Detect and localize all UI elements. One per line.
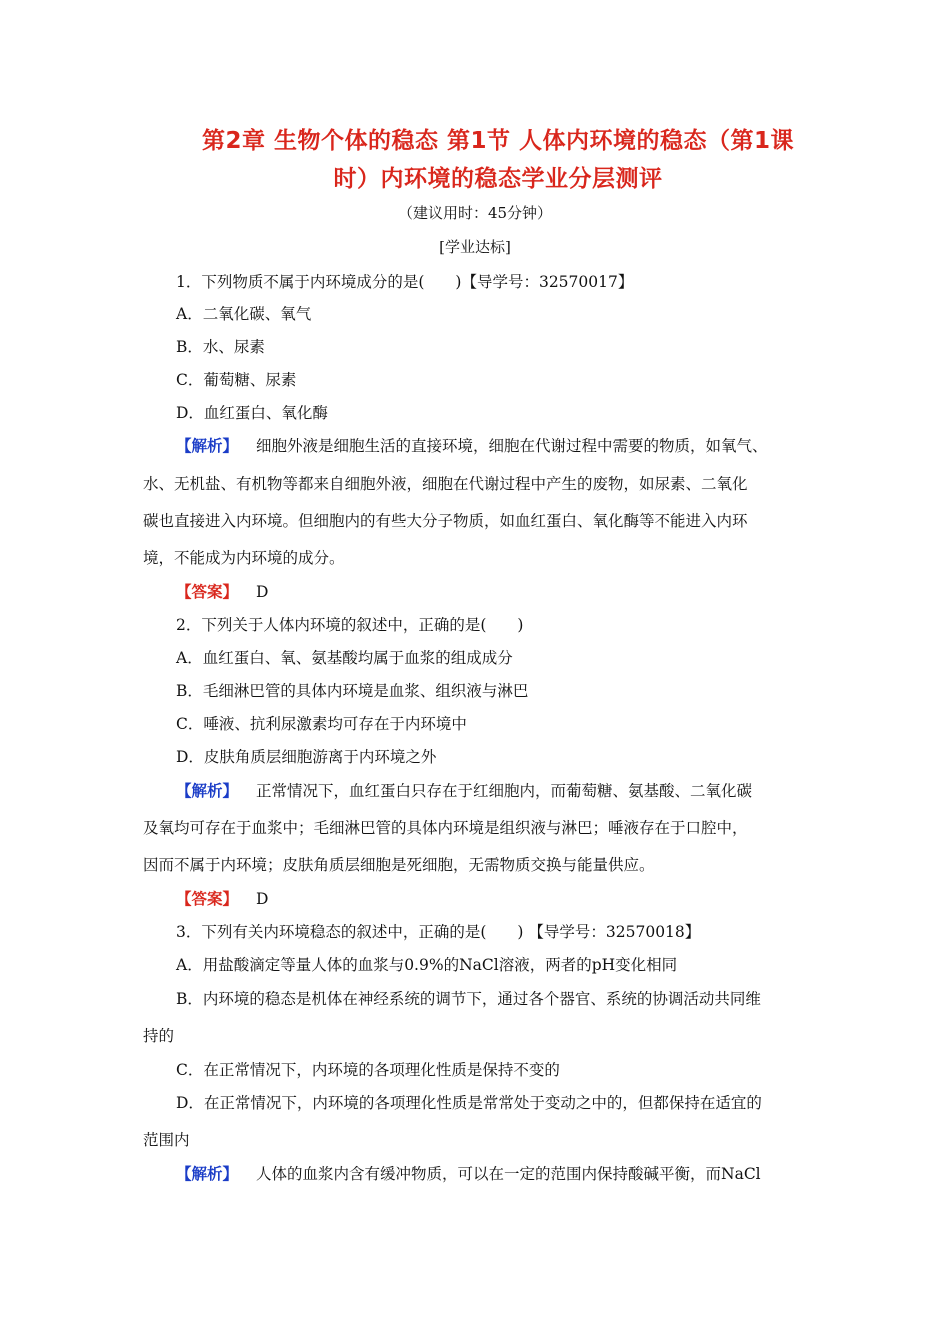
q1-answer-line [176, 580, 268, 602]
q2-answer-value: D [256, 890, 269, 908]
q2-answer-tag: 【答案】 [176, 889, 239, 908]
q1-option-b: B．水、尿素 [176, 338, 265, 356]
q2-option-a: A．血红蛋白、氧、氨基酸均属于血浆的组成成分 [176, 649, 513, 667]
q2-answer-line [176, 887, 268, 909]
q1-analysis-line-4: 境，不能成为内环境的成分。 [143, 549, 345, 567]
q3-analysis-tag: 【解析】 [176, 1164, 239, 1183]
time-note: （建议用时：45分钟） [397, 204, 553, 222]
q3-option-a: A．用盐酸滴定等量人体的血浆与0.9%的NaCl溶液，两者的pH变化相同 [176, 956, 678, 974]
q3-option-d-line-2: 范围内 [143, 1131, 190, 1149]
q1-answer-value: D [256, 583, 269, 601]
q2-analysis-text-1: 正常情况下，血红蛋白只存在于红细胞内，而葡萄糖、氨基酸、二氧化碳 [256, 782, 753, 800]
q2-option-d: D．皮肤角质层细胞游离于内环境之外 [176, 748, 437, 766]
page-title-line-2: 时）内环境的稳态学业分层测评 [333, 166, 663, 192]
q3-option-b-line-2: 持的 [143, 1027, 175, 1045]
q2-analysis-tag: 【解析】 [176, 781, 239, 800]
q3-option-c: C．在正常情况下，内环境的各项理化性质是保持不变的 [176, 1061, 560, 1079]
q3-analysis-text-1: 人体的血浆内含有缓冲物质，可以在一定的范围内保持酸碱平衡，而NaCl [256, 1165, 761, 1183]
q1-analysis-line-3: 碳也直接进入内环境。但细胞内的有些大分子物质，如血红蛋白、氧化酶等不能进入内环 [143, 512, 748, 530]
q2-analysis-line-2: 及氧均可存在于血浆中；毛细淋巴管的具体内环境是组织液与淋巴；唾液存在于口腔中， [143, 819, 748, 837]
q2-option-b: B．毛细淋巴管的具体内环境是血浆、组织液与淋巴 [176, 682, 529, 700]
q2-analysis-line-1 [176, 779, 752, 801]
q1-analysis-line-1 [176, 434, 768, 456]
q3-option-b-line-1: B．内环境的稳态是机体在神经系统的调节下，通过各个器官、系统的协调活动共同维 [176, 990, 761, 1008]
q3-stem: 3．下列有关内环境稳态的叙述中，正确的是( ) 【导学号：32570018】 [176, 923, 701, 941]
q1-option-d: D．血红蛋白、氧化酶 [176, 404, 328, 422]
page-title-line-1: 第2章 生物个体的稳态 第1节 人体内环境的稳态（第1课 [201, 128, 795, 154]
section-label: [学业达标] [439, 238, 511, 256]
q1-option-c: C．葡萄糖、尿素 [176, 371, 297, 389]
q1-stem: 1．下列物质不属于内环境成分的是( )【导学号：32570017】 [176, 273, 634, 291]
q2-stem: 2．下列关于人体内环境的叙述中，正确的是( ) [176, 616, 524, 634]
q1-option-a: A．二氧化碳、氧气 [176, 305, 312, 323]
q3-analysis-line-1 [176, 1162, 761, 1184]
q2-analysis-line-3: 因而不属于内环境；皮肤角质层细胞是死细胞，无需物质交换与能量供应。 [143, 856, 655, 874]
q1-answer-tag: 【答案】 [176, 582, 239, 601]
q1-analysis-line-2: 水、无机盐、有机物等都来自细胞外液，细胞在代谢过程中产生的废物，如尿素、二氧化 [143, 475, 748, 493]
q1-analysis-text-1: 细胞外液是细胞生活的直接环境，细胞在代谢过程中需要的物质，如氧气、 [256, 437, 768, 455]
q2-option-c: C．唾液、抗利尿激素均可存在于内环境中 [176, 715, 467, 733]
q3-option-d-line-1: D．在正常情况下，内环境的各项理化性质是常常处于变动之中的，但都保持在适宜的 [176, 1094, 762, 1112]
q1-analysis-tag: 【解析】 [176, 436, 239, 455]
